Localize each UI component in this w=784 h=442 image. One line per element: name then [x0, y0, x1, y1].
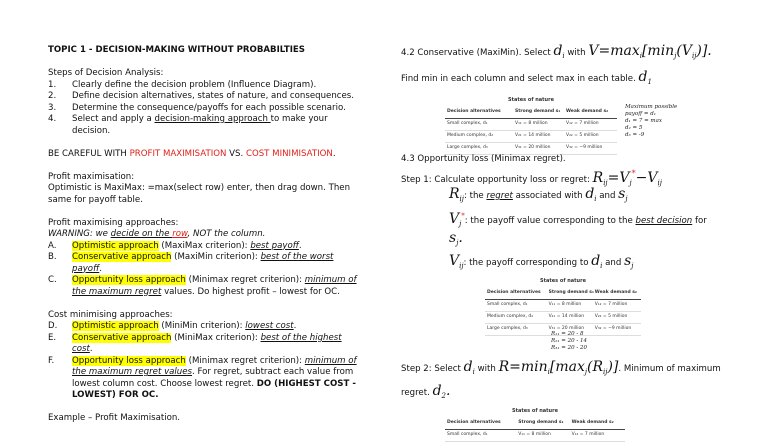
approach-item: B. Conservative approach (MaxiMin criterion): best of the worst: [48, 252, 334, 262]
r-definition: $R_{ij}$: the regret associated with $d_i$ and $s_j$: [449, 186, 628, 203]
page-title: TOPIC 1 - DECISION-MAKING WITHOUT PROBABILTIES: [48, 45, 305, 55]
table-row: Small complex, d₁ V₁₁ = 8 million V₁₂ = 7 million: [445, 430, 625, 442]
careful-note: BE CAREFUL WITH PROFIT MAXIMISATION VS. COST MINIMISATION.: [48, 148, 336, 159]
step-item-cont: decision.: [72, 125, 111, 136]
document-page: TOPIC 1 - DECISION-MAKING WITHOUT PROBABILTIES Steps of Decision Analysis: 1. Clearly define the decision problem (Influence Diagram). 2. Define decision alternatives, states of nature, and consequences. 3. Determine the consequence/payoffs for each possible scenario. 4. Select and apply a decision-making approach to make your decision. BE CAREFUL WITH PROFIT MAXIMISATION VS. COST MINIMISATION. Profit maximisation: Optimistic is MaxiMax: =max(select row) enter, then drag down. Then same for payoff table. Profit maximising approaches: WARNING: we decide on the row, NOT the column. A. Optimistic approach (MaxiMax criterion): best payoff. B. Conservative approach (MaxiMin criterion): best of the worst payoff. C. Opportunity loss approach (Minimax regret criterion): minimum of the maximum regret values. Do highest profit – lowest for OC. Cost minimising approaches: D. Optimistic approach (MiniMin criterion): lowest cost. E. Conservative approach (MiniMax criterion): best of the highest cost. F. Opportunity loss approach (Minimax regret criterion): minimum of the maximum regret values. For regret, subtract each value from lowest column cost. Choose lowest regret. DO (HIGHEST COST - LOWEST) FOR OC. Example – Profit Maximisation. 4.2 Conservative (MaxiMin). Select $d_i$ with $V=\max_i[\min_j(V_{ij})]$. Find min in each column and select max in each table. $d_1$ States of nature Decision alternatives Strong demand s₁ Weak demand s₂ Small complex, d₁ V₁₁ = 8 million V₁₂ = 7 million Medium complex, d₂ V₂₁ = 14 million V₂₂ = 5 million Large complex, d₃ V₃₁ = 20 million V₃₂ = −9 million Maximum possible payoff = d₁ d₁ = 7 = max d₂ = 5 d₃ = -9 4.3 Opportunity loss (Minimax regret). Step 1: Calculate opportunity loss or regret: $R_{ij}=V_j^*-V_{ij}$ $R_{ij}$: the regret associated with $d_i$ and $s_j$ $V_j^*$: the payoff value corresponding to the best decision for $s_j$. $V_{ij}$: the payoff corresponding to $d_i$ and $s_j$ States of nature Decision alternatives Strong demand s₁ Weak demand s₂ Small complex, d₁ V₁₁ = 8 million V₁₂ = 7 million Medium complex, d₂ V₂₁ = 14 million V₂₂ = 5 million Large complex, d₃ V₃₁ = 20 million V₃₂ = −9 million R₁₁ = 20 - 8 R₂₁ = 20 - 14 R₃₁ = 20 - 20 Step 2: Select $d_i$ with $R=\min_i[\max_j(R_{ij})]$. Minimum of maximum regret. $d_2$. States of nature Decision alternatives Strong demand s₁ Weak demand s₂ Small complex, d₁ V₁₁ = 8 million V₁₂ = 7 million: [0, 0, 784, 441]
regret-heading: 4.3 Opportunity loss (Minimax regret).: [401, 154, 566, 164]
approach-item: E. Conservative approach (MiniMax criterion): best of the highest: [48, 332, 342, 343]
handwritten-notes: Maximum possible payoff = d₁ d₁ = 7 = max d₂ = 5 d₃ = -9: [625, 104, 678, 138]
step1-text: Step 1: Calculate opportunity loss or regret: $R_{ij}=V_j^*-V_{ij}$: [401, 169, 662, 187]
step-item: 2. Define decision alternatives, states of nature, and consequences.: [48, 91, 354, 101]
warning-note: WARNING: we decide on the row, NOT the column.: [48, 229, 266, 239]
step2-text: Step 2: Select $d_i$ with $R=\min_i[\max_j(R_{ij})]$. Minimum of maximum: [401, 359, 721, 376]
left-column: TOPIC 1 - DECISION-MAKING WITHOUT PROBABILTIES Steps of Decision Analysis: 1. Clearly define the decision problem (Influence Diagram). 2. Define decision alternatives, states of nature, and consequences. 3. Determine the consequence/payoffs for each possible scenario. 4. Select and apply a decision-making approach to make your decision. BE CAREFUL WITH PROFIT MAXIMISATION VS. COST MINIMISATION. Profit maximisation: Optimistic is MaxiMax: =max(select row) enter, then drag down. Then same for payoff table. Profit maximising approaches: WARNING: we decide on the row, NOT the column. A. Optimistic approach (MaxiMax criterion): best payoff. B. Conservative approach (MaxiMin criterion): best of the worst payoff. C. Opportunity loss approach (Minimax regret criterion): minimum of the maximum regret values. Do highest profit – lowest for OC. Cost minimising approaches: D. Optimistic approach (MiniMin criterion): lowest cost. E. Conservative approach (MiniMax criterion): best of the highest cost. F. Opportunity loss approach (Minimax regret criterion): minimum of the maximum regret values. For regret, subtract each value from lowest column cost. Choose lowest regret. DO (HIGHEST COST - LOWEST) FOR OC. Example – Profit Maximisation.: [48, 45, 383, 425]
table-row: Small complex, d₁ V₁₁ = 8 million V₁₂ = 7 million: [445, 119, 617, 131]
conservative-heading: 4.2 Conservative (MaxiMin). Select $d_i$ with $V=\max_i[\min_j(V_{ij})]$.: [401, 43, 712, 60]
approach-item: F. Opportunity loss approach (Minimax regret criterion): minimum of: [48, 355, 357, 366]
table-row: Small complex, d₁ V₁₁ = 8 million V₁₂ = 7 million: [485, 300, 641, 312]
step-item: 4. Select and apply a decision-making approach to make your: [48, 114, 328, 124]
decision-table: States of nature Decision alternatives Strong demand s₁ Weak demand s₂ Small complex, d₁ V₁₁ = 8 million V₁₂ = 7 million: [445, 406, 625, 442]
step-item: 1. Clearly define the decision problem (Influence Diagram).: [48, 79, 317, 90]
approach-item: C. Opportunity loss approach (Minimax regret criterion): minimum of: [48, 275, 357, 285]
conservative-text: Find min in each column and select max in each table. $d_1$: [401, 69, 652, 86]
approach-item: D. Optimistic approach (MiniMin criterion): lowest cost.: [48, 321, 297, 331]
cost-approaches-heading: Cost minimising approaches:: [48, 309, 173, 320]
approach-item: A. Optimistic approach (MaxiMax criterion): best payoff.: [48, 240, 302, 251]
profit-max-text: Optimistic is MaxiMax: =max(select row) enter, then drag down. Then: [48, 183, 351, 193]
table-row: Large complex, d₃ V₃₁ = 20 million V₃₂ = −9 million: [485, 324, 641, 336]
table-row: Medium complex, d₂ V₂₁ = 14 million V₂₂ = 5 million: [445, 131, 617, 143]
table-row: Medium complex, d₂ V₂₁ = 14 million V₂₂ = 5 million: [485, 312, 641, 324]
vij-definition: $V_{ij}$: the payoff corresponding to $d_i$ and $s_j$: [449, 253, 634, 270]
handwritten-notes: R₁₁ = 20 - 8 R₂₁ = 20 - 14 R₃₁ = 20 - 20: [551, 331, 588, 351]
example-heading: Example – Profit Maximisation.: [48, 413, 181, 423]
step-item: 3. Determine the consequence/payoffs for each possible scenario.: [48, 102, 346, 113]
v-definition: $V_j^*$: the payoff value corresponding to the best decision for: [449, 211, 707, 228]
profit-max-heading: Profit maximisation:: [48, 171, 135, 182]
regret-table: States of nature Decision alternatives Strong demand s₁ Weak demand s₂ Small complex, d₁ V₁₁ = 8 million V₁₂ = 7 million Medium complex, d₂ V₂₁ = 14 million V₂₂ = 5 million Large complex, d₃ V₃₁ = 20 million V₃₂ = −9 million: [485, 276, 641, 336]
profit-max-text: same for payoff table.: [48, 194, 143, 205]
steps-heading: Steps of Decision Analysis:: [48, 68, 164, 78]
step2-text-cont: regret. $d_2$.: [401, 383, 451, 400]
profit-approaches-heading: Profit maximising approaches:: [48, 217, 179, 228]
payoff-table: States of nature Decision alternatives Strong demand s₁ Weak demand s₂ Small complex, d₁ V₁₁ = 8 million V₁₂ = 7 million Medium complex, d₂ V₂₁ = 14 million V₂₂ = 5 million Large complex, d₃ V₃₁ = 20 million V₃₂ = −9 million: [445, 95, 617, 155]
table-row: Large complex, d₃ V₃₁ = 20 million V₃₂ = −9 million: [445, 143, 617, 155]
